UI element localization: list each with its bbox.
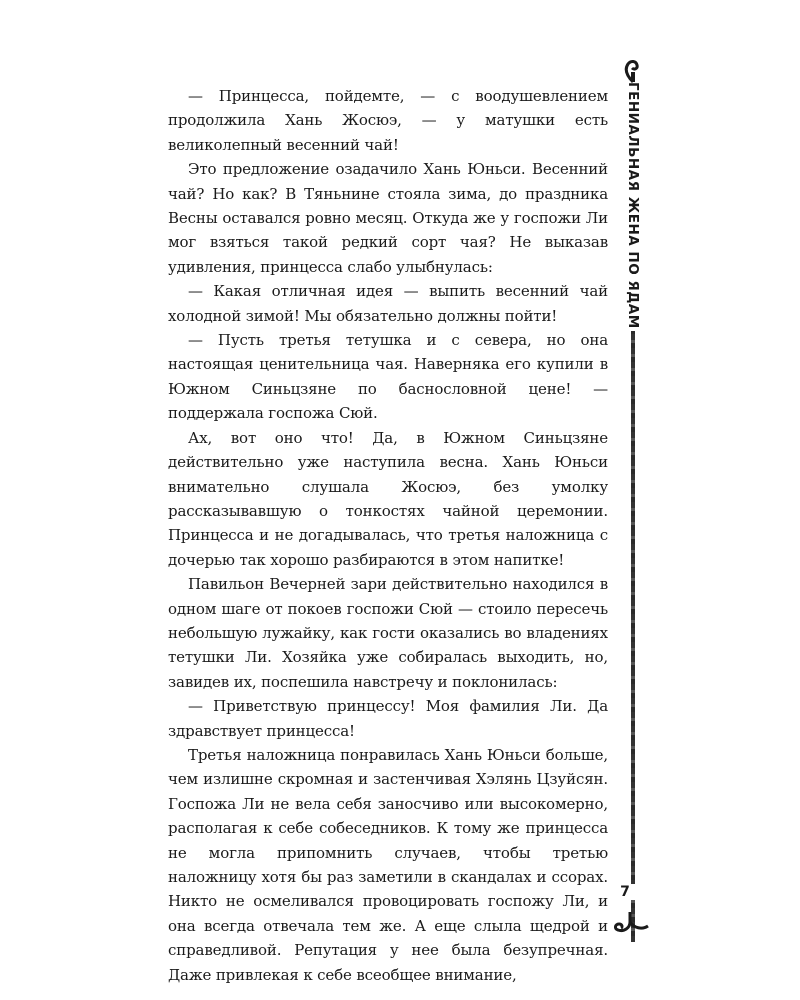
- paragraph: Это предложение озадачило Хань Юньси. Весенний чай? Но как? В Тяньнине стояла зима, до праздника Весны оставался ровно месяц. Откуда же у госпожи Ли мог взяться такой редкий сорт чая? Не выказав удивления, принцесса слабо улыбнулась:: [168, 160, 608, 276]
- paragraph: — Приветствую принцессу! Моя фамилия Ли. Да здравствует принцесса!: [168, 697, 608, 740]
- body-text: [168, 84, 608, 987]
- paragraph: — Пусть третья тетушка и с севера, но она настоящая ценительница чая. Наверняка его купили в Южном Синьцзяне по баснословной цене! — поддержала госпожа Сюй.: [168, 331, 608, 423]
- top-ornament-icon: [618, 58, 648, 84]
- side-running-header: [618, 60, 648, 938]
- paragraph: — Какая отличная идея — выпить весенний чай холодной зимой! Мы обязательно должны пойти!: [168, 282, 608, 325]
- paragraph: — Принцесса, пойдемте, — с воодушевлением продолжила Хань Жосюэ, — у матушки есть великолепный весенний чай!: [168, 87, 608, 154]
- paragraph: Павильон Вечерней зари действительно находился в одном шаге от покоев госпожи Сюй — стоило пересечь небольшую лужайку, как гости оказались во владениях тетушки Ли. Хозяйка уже собиралась выходить, но, завидев их, поспешила навстречу и поклонилась:: [168, 575, 608, 691]
- paragraph: Третья наложница понравилась Хань Юньси больше, чем излишне скромная и застенчивая Хэлянь Цзуйсян. Госпожа Ли не вела себя заносчиво или высокомерно, располагая к себе собеседников. К тому же принцесса не могла припомнить случаев, чтобы третью наложницу хотя бы раз заметили в скандалах и ссорах. Никто не осмеливался провоцировать госпожу Ли, и она всегда отвечала тем же. А еще слыла щедрой и справедливой. Репутация у нее была безупречная. Даже привлекая к себе всеобщее внимание,: [168, 745, 608, 984]
- series-title: ГЕНИАЛЬНАЯ ЖЕНА ПО ЯДАМ: [620, 80, 646, 331]
- paragraph: Ах, вот оно что! Да, в Южном Синьцзяне действительно уже наступила весна. Хань Юньси внимательно слушала Жосюэ, без умолку рассказывавшую о тонкостях чайной церемонии. Принцесса и не догадывалась, что третья наложница с дочерью так хорошо разбираются в этом напитке!: [168, 428, 608, 569]
- bottom-ornament-icon: [612, 910, 652, 940]
- page-number: 7: [614, 884, 636, 900]
